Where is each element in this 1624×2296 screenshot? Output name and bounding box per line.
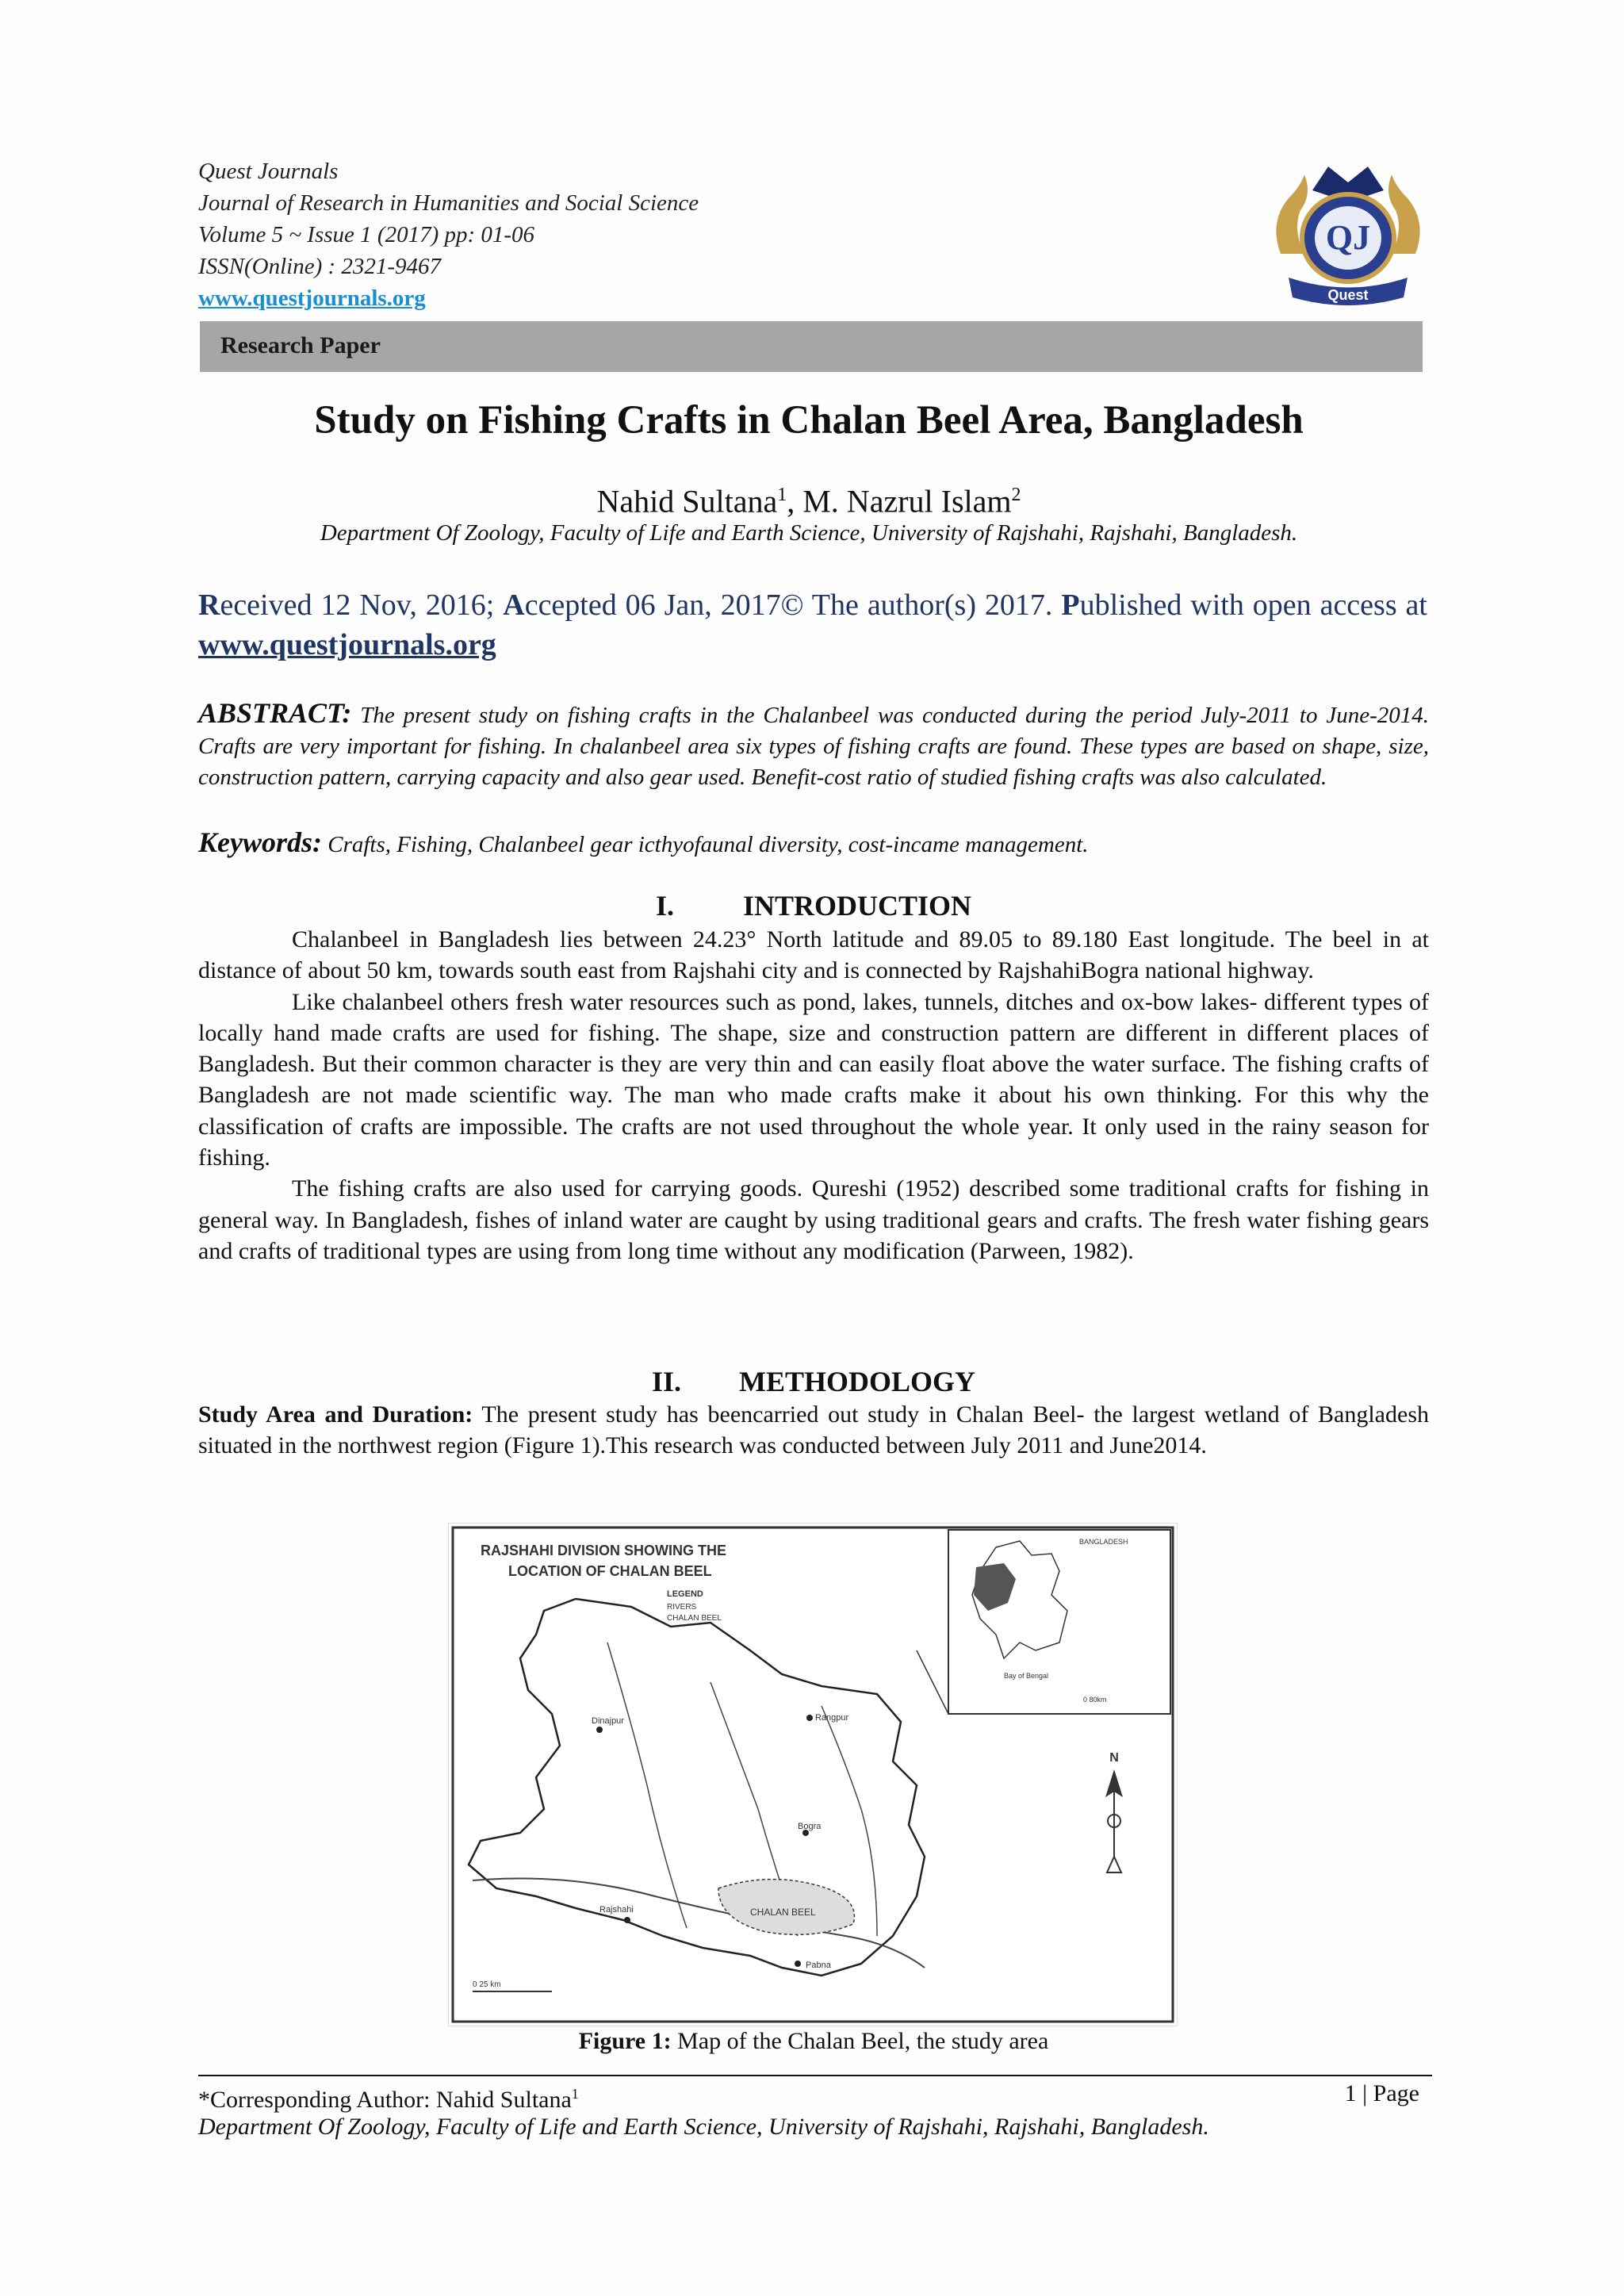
figure-caption-text: Map of the Chalan Beel, the study area [671, 2028, 1049, 2054]
keywords-text: Crafts, Fishing, Chalanbeel gear icthyofaunal diversity, cost-incame management. [327, 832, 1089, 857]
section-title: METHODOLOGY [738, 1366, 976, 1397]
accepted-initial: A [503, 588, 525, 622]
map-title-line1: RAJSHAHI DIVISION SHOWING THE [481, 1543, 727, 1558]
city-bogra: Bogra [798, 1822, 822, 1831]
paper-title: Study on Fishing Crafts in Chalan Beel Area, Bangladesh [314, 398, 1304, 443]
introduction-body [198, 924, 1429, 1267]
accepted-text: ccepted 06 Jan, 2017© The author(s) 2017. [524, 588, 1062, 622]
paragraph: Chalanbeel in Bangladesh lies between 24.23° North latitude and 89.05 to 89.180 East longitude. The beel in at distance of about 50 km, towards south east from Rajshahi city and is connected by RajshahiBogra national highway. [198, 926, 1429, 984]
map-title-line2: LOCATION OF CHALAN BEEL [508, 1563, 712, 1579]
section-number: I. [655, 890, 674, 922]
inset-bay: Bay of Bengal [1004, 1672, 1049, 1680]
quest-logo [1257, 159, 1439, 309]
published-initial: P [1061, 588, 1080, 622]
journal-issn: ISSN(Online) : 2321-9467 [198, 254, 442, 279]
legend-chalan: CHALAN BEEL [667, 1614, 722, 1623]
legend-rivers: RIVERS [667, 1603, 697, 1612]
abstract-text: The present study on fishing crafts in the Chalanbeel was conducted during the period July-2011 to June-2014. Crafts are very important for fishing. In chalanbeel area six types of fishing crafts are found. These types are based on shape, size, construction pattern, carrying capacity and also gear used. Benefit-cost ratio of studied fishing crafts was also calculated. [198, 703, 1429, 790]
footer-divider [198, 2075, 1432, 2076]
paragraph: Like chalanbeel others fresh water resources such as pond, lakes, tunnels, ditches and ox-bow lakes- different types of locally hand made crafts are used for fishing. The shape, size and construction pattern are different in different places of Bangladesh. But their common character is they are very thin and can easily float above the water surface. The fishing crafts of Bangladesh are not made scientific way. The man who made crafts make it about his own thinking. For this why the classification of crafts are impossible. The crafts are not used throughout the whole year. It only used in the rainy season for fishing. [198, 988, 1429, 1171]
article-type-bar [200, 321, 1423, 372]
authors [159, 473, 1459, 523]
corresponding-author: *Corresponding Author: Nahid Sultana [198, 2087, 572, 2113]
published-text: ublished with open access at [1079, 588, 1427, 622]
city-rajshahi: Rajshahi [599, 1905, 634, 1915]
city-rangpur: Rangpur [815, 1713, 849, 1723]
paragraph: The fishing crafts are also used for carrying goods. Qureshi (1952) described some traditional crafts for fishing in general way. In Bangladesh, fishes of inland water are caught by using traditional gears and crafts. The fresh water fishing gears and crafts of traditional types are using from long time without any modification (Parween, 1982). [198, 1175, 1429, 1264]
city-pabna: Pabna [806, 1961, 831, 1970]
inset-title: BANGLADESH [1079, 1538, 1128, 1546]
author-2: M. Nazrul Islam [802, 483, 1012, 519]
north-label: N [1109, 1751, 1119, 1765]
journal-header [198, 155, 1229, 314]
corresponding-author-affil: 1 [571, 2086, 579, 2102]
paragraph [198, 1399, 1429, 1462]
journal-link[interactable]: www.questjournals.org [198, 286, 426, 311]
study-area-label: Study Area and Duration: [198, 1401, 473, 1428]
abstract-label: ABSTRACT: [198, 697, 352, 729]
author-1-affil: 1 [777, 485, 787, 505]
section-title: INTRODUCTION [742, 890, 972, 922]
figure-label: Figure 1: [578, 2028, 672, 2054]
chalan-beel-map [448, 1523, 1178, 2026]
figure-caption [198, 2026, 1429, 2057]
map-scale: 0 25 km [473, 1980, 501, 1989]
page-number: 1 | Page [1344, 2080, 1419, 2106]
received-text: eceived 12 Nov, 2016; [220, 588, 504, 622]
received-info [198, 585, 1427, 665]
keywords [198, 826, 1429, 861]
study-area-text: The present study has beencarried out study in Chalan Beel- the largest wetland of Bangladesh situated in the northwest region (Figure 1).This research was conducted between July 2011 and June2014. [198, 1401, 1429, 1459]
author-2-affil: 2 [1011, 485, 1021, 505]
author-1: Nahid Sultana [596, 483, 778, 519]
article-type-label: Research Paper [220, 332, 381, 358]
author-separator: , [787, 483, 803, 519]
legend-title: LEGEND [667, 1589, 703, 1599]
logo-ribbon-text: Quest [1327, 287, 1369, 303]
section-heading-introduction [198, 888, 1429, 923]
keywords-label: Keywords: [198, 826, 322, 858]
footer-line [198, 2078, 1419, 2116]
city-dinajpur: Dinajpur [592, 1716, 624, 1726]
journal-publisher: Quest Journals [198, 159, 339, 184]
footer-affiliation: Department Of Zoology, Faculty of Life and Earth Science, University of Rajshahi, Rajshahi, Bangladesh. [198, 2114, 1209, 2140]
inset-scale: 0 80km [1083, 1696, 1107, 1704]
section-heading-methodology [198, 1364, 1429, 1399]
logo-letters: QJ [1325, 218, 1371, 257]
journal-volume: Volume 5 ~ Issue 1 (2017) pp: 01-06 [198, 222, 535, 247]
journal-name: Journal of Research in Humanities and Social Science [198, 190, 699, 216]
chalan-beel-label: CHALAN BEEL [750, 1907, 816, 1918]
section-number: II. [651, 1366, 682, 1397]
affiliation: Department Of Zoology, Faculty of Life and Earth Science, University of Rajshahi, Rajshahi, Bangladesh. [320, 520, 1298, 546]
open-access-link[interactable]: www.questjournals.org [198, 628, 496, 661]
received-initial: R [198, 588, 220, 622]
abstract [198, 698, 1429, 793]
methodology-body [198, 1399, 1429, 1462]
